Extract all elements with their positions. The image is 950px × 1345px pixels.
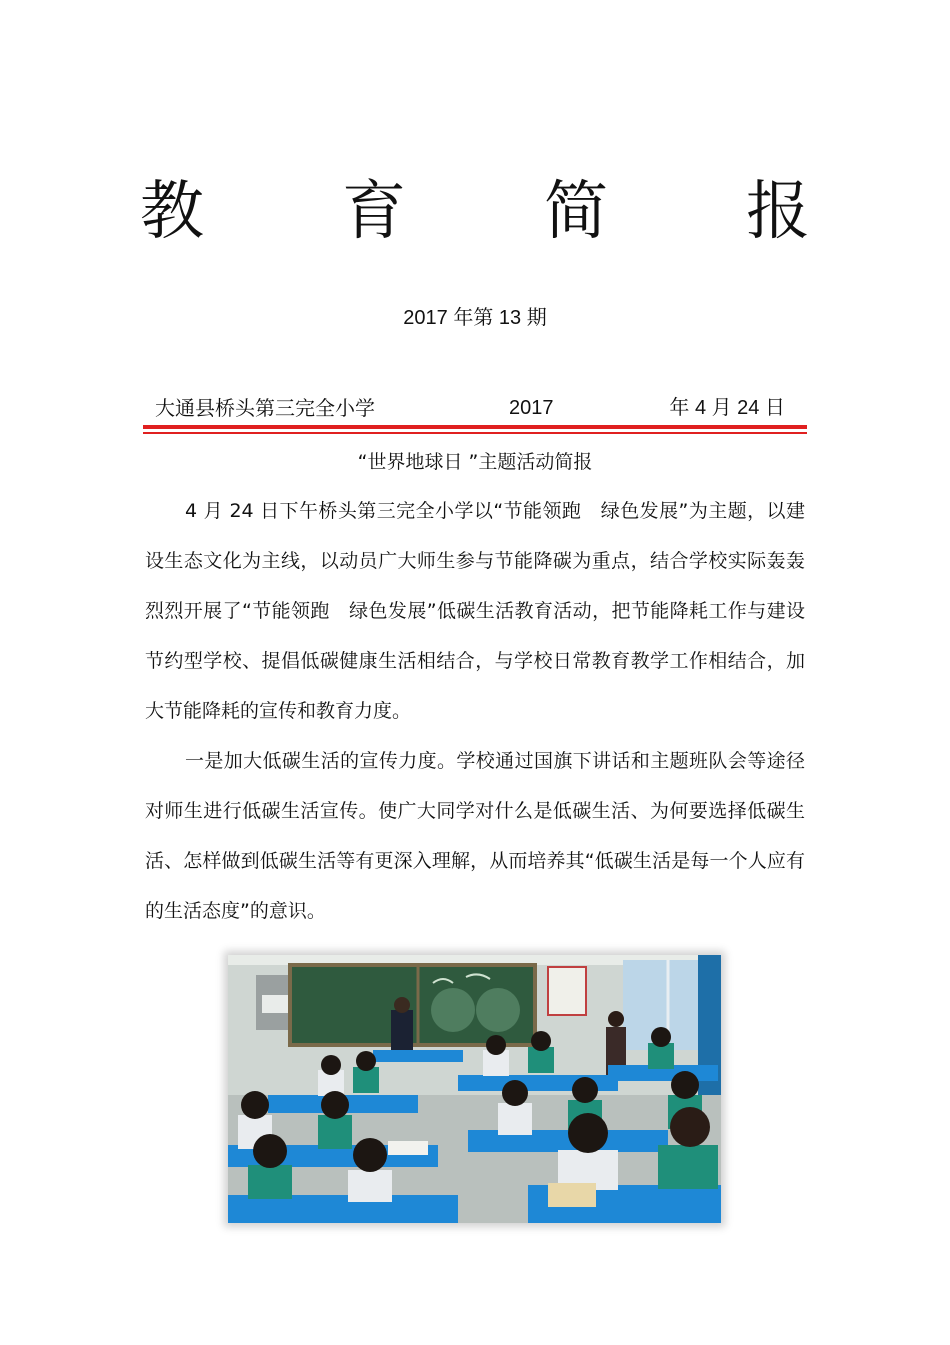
red-rule-thick <box>143 425 807 429</box>
masthead-char: 育 <box>342 175 406 249</box>
masthead-char: 简 <box>544 175 608 249</box>
classroom-photo-illustration <box>228 955 721 1223</box>
paragraph: 4 月 24 日下午桥头第三完全小学以“节能领跑 绿色发展”为主题，以建设生态文化为主线，以动员广大师生参与节能降碳为重点，结合学校实际轰轰烈烈开展了“节能领跑 绿色发展”低碳生活教育活动，把节能降耗工作与建设节约型学校、提倡低碳健康生活相结合，与学校日常教育教学工作相结合，加大节能降耗的宣传和教育力度。 <box>145 500 805 722</box>
dateline <box>155 394 785 422</box>
red-rule-thin <box>143 432 807 434</box>
dateline-date: 年 4 月 24 日 <box>669 397 785 419</box>
classroom-photo <box>228 955 721 1223</box>
dateline-year: 2017 <box>509 397 554 419</box>
school-name: 大通县桥头第三完全小学 <box>155 396 375 420</box>
article-body <box>145 486 805 936</box>
masthead-char: 教 <box>140 175 204 249</box>
article-headline: “世界地球日 ”主题活动简报 <box>357 451 593 473</box>
masthead-title <box>140 172 810 252</box>
paragraph: 一是加大低碳生活的宣传力度。学校通过国旗下讲话和主题班队会等途径对师生进行低碳生活宣传。使广大同学对什么是低碳生活、为何要选择低碳生活、怎样做到低碳生活等有更深入理解，从而培养其“低碳生活是每一个人应有的生活态度”的意识。 <box>145 750 805 922</box>
issue-number: 2017 年第 13 期 <box>403 307 547 329</box>
masthead-char: 报 <box>746 175 810 249</box>
